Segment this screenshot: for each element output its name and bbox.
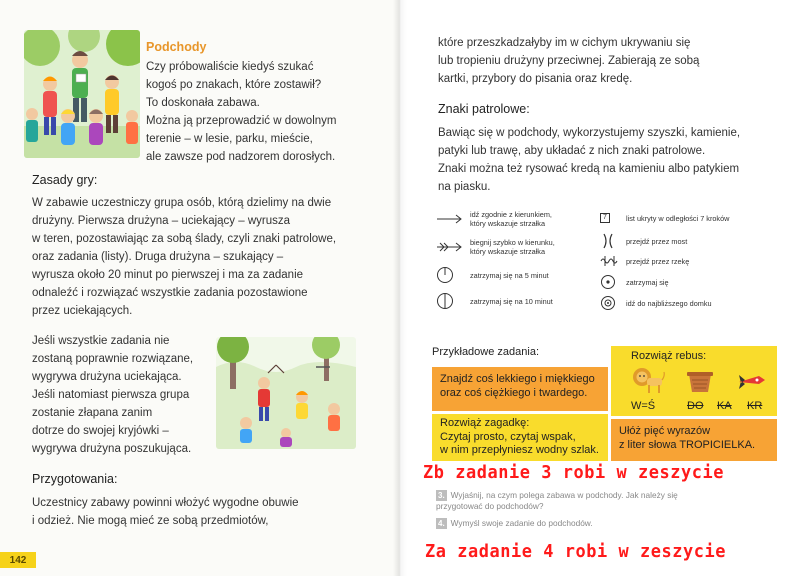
continuation-paragraph: które przeszkadzałyby im w cichym ukrywaniu się lub tropieniu drużyny przeciwnej. Zabierają ze sobą kartki, przybory do pisania oraz kredę. <box>438 37 700 85</box>
sign-row: zatrzymaj się <box>600 274 669 290</box>
sign-row: zatrzymaj się na 5 minut <box>436 266 549 284</box>
lion-icon <box>631 366 665 396</box>
sign-row: biegnij szybko w kierunku, który wskazuje strzałka <box>436 238 555 256</box>
book-gutter <box>393 0 407 576</box>
question-4: 4. Wymyśl swoje zadanie do podchodów. <box>438 518 593 528</box>
rules-heading: Zasady gry: <box>32 173 98 187</box>
preparation-heading: Przygotowania: <box>32 472 118 486</box>
intro-paragraph: Czy próbowaliście kiedyś szukać kogoś po znakach, które zostawił? To doskonała zabawa. Można ją przeprowadzić w dowolnym terenie – w lesie, parku, mieście, ale zawsze pod nadzorem dorosłych. <box>146 61 337 163</box>
page-number: 142 <box>0 552 36 568</box>
sign-row: idź do najbliższego domku <box>600 295 712 311</box>
page-title: Podchody <box>146 40 207 54</box>
rebus-word-kr: KR <box>747 399 763 412</box>
circle-ten-minutes-icon <box>436 292 464 310</box>
rebus-word-ws: W=Ś <box>631 399 656 412</box>
rebus-word-do: DO <box>687 399 704 412</box>
rebus-word-ka: KA <box>717 399 732 412</box>
patrol-signs-heading: Znaki patrolowe: <box>438 102 530 116</box>
sign-row: przejdź przez most <box>600 233 687 249</box>
example-tasks-heading: Przykładowe zadania: <box>432 346 540 358</box>
sign-row: idź zgodnie z kierunkiem, który wskazuje strzałka <box>436 210 552 228</box>
task-words-box: Ułóż pięć wyrazów z liter słowa TROPICIELKA. <box>611 419 777 461</box>
stop-circle-icon <box>600 274 620 290</box>
sign-row: 7 list ukryty w odległości 7 kroków <box>600 213 729 223</box>
task-find-box: Znajdź coś lekkiego i miękkiego oraz coś ciężkiego i twardego. <box>432 367 608 411</box>
hidden-letter-icon: 7 <box>600 213 620 223</box>
task-rebus-box: Rozwiąż rebus: W=Ś DO KA KR <box>611 346 777 416</box>
children-group-illustration <box>24 30 140 158</box>
park-search-illustration <box>216 337 356 449</box>
arrow-icon <box>436 214 464 224</box>
river-icon <box>600 254 620 268</box>
annotation-task-4: Za zadanie 4 robi w zeszycie <box>425 541 727 562</box>
rules-paragraph: W zabawie uczestniczy grupa osób, którą dzielimy na dwie drużyny. Pierwsza drużyna – uciekający – wyrusza w teren, pozostawiając za sobą ślady, czyli znaki patrolowe, oraz zadania (listy). Druga drużyna – szukający – wyrusza około 20 minut po pierwszej i ma za zadanie odnaleźć i rozwiązać wszystkie zadania pozostawione przez uciekających. <box>32 197 337 317</box>
win-condition-paragraph: Jeśli wszystkie zadania nie zostaną poprawnie rozwiązane, wygrywa drużyna uciekająca. Jeśli natomiast pierwsza grupa zostanie złapana zanim dotrze do swojej kryjówki – wygrywa drużyna poszukująca. <box>32 335 194 455</box>
flower-pot-icon <box>685 366 715 396</box>
task-riddle-box: Rozwiąż zagadkę: Czytaj prosto, czytaj wspak, w nim przepłyniesz wodny szlak. <box>432 414 608 461</box>
target-home-icon <box>600 295 620 311</box>
sign-row: zatrzymaj się na 10 minut <box>436 292 553 310</box>
circle-five-minutes-icon <box>436 266 464 284</box>
preparation-paragraph: Uczestnicy zabawy powinni włożyć wygodne obuwie i odzież. Nie mogą mieć ze sobą przedmiotów, <box>32 497 299 527</box>
double-arrow-icon <box>436 242 464 252</box>
patrol-signs-paragraph: Bawiąc się w podchody, wykorzystujemy szyszki, kamienie, patyki lub trawę, aby układać z nich znaki patrolowe. Znaki można też rysować kredą na kamieniu albo patykiem na piasku. <box>438 127 741 193</box>
question-3: 3. Wyjaśnij, na czym polega zabawa w podchody. Jak należy się przygotować do podchodów? <box>436 490 678 511</box>
bridge-icon <box>600 233 620 249</box>
annotation-task-3: Zb zadanie 3 robi w zeszycie <box>423 462 725 483</box>
rocket-icon <box>735 366 769 396</box>
sign-row: przejdź przez rzekę <box>600 254 689 268</box>
